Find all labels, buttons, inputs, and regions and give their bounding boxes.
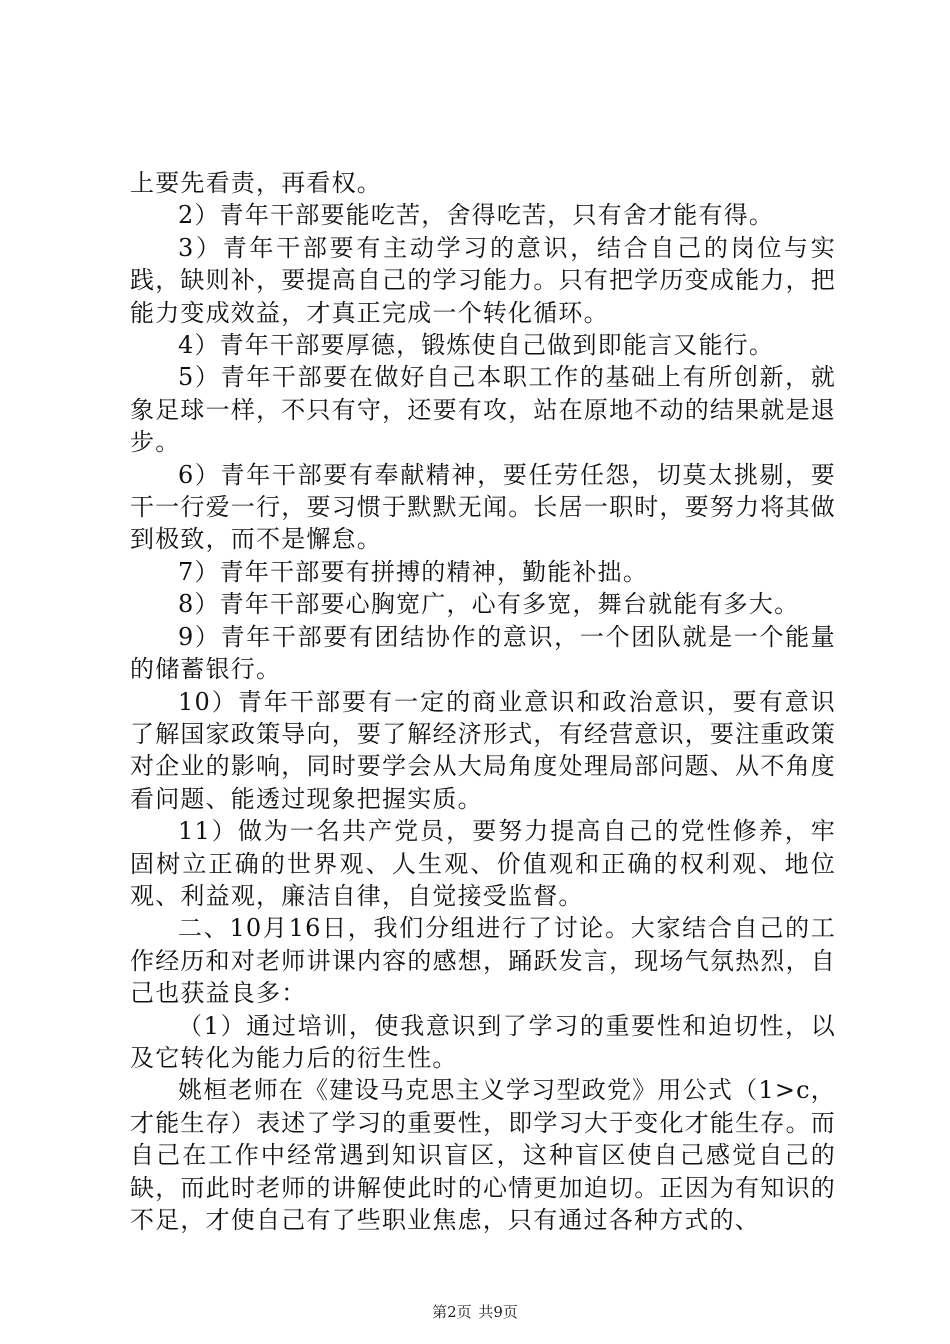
page-footer (0, 1302, 950, 1322)
paragraph-4: 4）青年干部要厚德，锻炼使自己做到即能言又能行。 (178, 331, 775, 360)
paragraph-8: 8）青年干部要心胸宽广，心有多宽，舞台就能有多大。 (178, 590, 800, 619)
paragraph-12: 二、10月16日，我们分组进行了讨论。大家结合自己的工作经历和对老师讲课内容的感想，踊跃发言，现场气氛热烈，自己也获益良多： (130, 914, 836, 1008)
paragraph-9: 9）青年干部要有团结协作的意识，一个团队就是一个能量的储蓄银行。 (130, 622, 836, 684)
paragraph-3: 3）青年干部要有主动学习的意识，结合自己的岗位与实践，缺则补，要提高自己的学习能力。只有把学历变成能力，把能力变成效益，才真正完成一个转化循环。 (130, 233, 836, 327)
paragraph-6: 6）青年干部要有奉献精神，要任劳任怨，切莫太挑剔，要干一行爱一行，要习惯于默默无闻。长居一职时，要努力将其做到极致，而不是懈怠。 (130, 460, 836, 554)
paragraph-7: 7）青年干部要有拼搏的精神，勤能补拙。 (178, 557, 649, 586)
paragraph-13: （1）通过培训，使我意识到了学习的重要性和迫切性，以及它转化为能力后的衍生性。 (130, 1011, 836, 1072)
paragraph-11: 11）做为一名共产党员，要努力提高自己的党性修养，牢固树立正确的世界观、人生观、价值观和正确的权利观、地位观、利益观，廉洁自律，自觉接受监督。 (130, 817, 836, 910)
paragraph-1: 上要先看责，再看权。 (130, 169, 382, 197)
paragraph-14: 姚桓老师在《建设马克思主义学习型政党》用公式（1>c，才能生存）表述了学习的重要性，即学习大于变化才能生存。而自己在工作中经常遇到知识盲区，这种盲区使自己感觉自己的缺，而此时老师的讲解使此时的心情更加迫切。正因为有知识的不足，才使自己有了些职业焦虑，只有通过各种方式的、 (130, 1076, 836, 1234)
paragraph-10: 10）青年干部要有一定的商业意识和政治意识，要有意识了解国家政策导向，要了解经济形式，有经营意识，要注重政策对企业的影响，同时要学会从大局角度处理局部问题、从不角度看问题、能透过现象把握实质。 (130, 687, 836, 813)
paragraph-2: 2）青年干部要能吃苦，舍得吃苦，只有舍才能有得。 (178, 201, 775, 230)
document-body (130, 167, 836, 1236)
page-number-label: 第2页 共9页 (432, 1303, 518, 1321)
paragraph-5: 5）青年干部要在做好自己本职工作的基础上有所创新，就象足球一样，不只有守，还要有攻，站在原地不动的结果就是退步。 (130, 363, 836, 457)
